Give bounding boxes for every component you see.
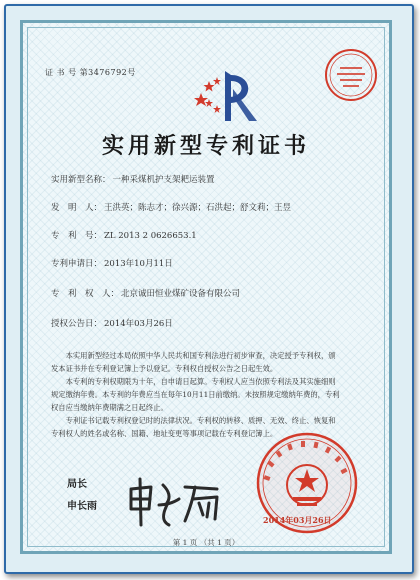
image-frame xyxy=(4,4,414,574)
field-utility-model-name xyxy=(51,173,215,185)
body-paragraph: 本实用新型经过本局依照中华人民共和国专利法进行初步审查，决定授予专利权，颁发本证书并在专利登记簿上予以登记。专利权自授权公告之日起生效。 xyxy=(51,351,336,373)
field-value: 一种采煤机护支架耙运装置 xyxy=(112,175,215,185)
field-label: 授权公告日： xyxy=(51,319,103,329)
field-value: 2013年10月11日 xyxy=(104,259,173,269)
certificate-title: 实用新型专利证书 xyxy=(101,133,310,159)
field-application-date xyxy=(51,257,173,269)
field-grant-date xyxy=(51,317,173,329)
body-paragraph: 专利证书记载专利权登记时的法律状况。专利权的转移、质押、无效、终止、恢复和专利权人的姓名或名称、国籍、地址变更等事项记载在专利登记簿上。 xyxy=(51,416,336,438)
red-round-seal-icon xyxy=(323,47,379,103)
signature-icon xyxy=(123,475,223,531)
field-value: ZL 2013 2 0626653.1 xyxy=(104,231,197,241)
page-number: 第 1 页 （共 1 页） xyxy=(172,538,240,547)
field-patent-number xyxy=(51,229,197,241)
field-value: 北京诚田恒业煤矿设备有限公司 xyxy=(121,289,241,299)
field-label: 发 明 人： xyxy=(51,203,103,213)
field-inventors xyxy=(51,201,291,213)
certificate-paper xyxy=(20,20,392,554)
field-label: 实用新型名称： xyxy=(51,175,111,185)
field-value: 王洪英；陈志才；徐兴源；石洪起；舒文莉；王昱 xyxy=(104,203,292,213)
field-value: 2014年03月26日 xyxy=(104,319,173,329)
field-label: 专 利 号： xyxy=(51,231,103,241)
sipo-emblem-icon xyxy=(191,65,261,125)
chief-label: 局长 xyxy=(67,479,87,490)
certificate-number: 证 书 号 第3476792号 xyxy=(45,68,136,77)
field-label: 专 利 权 人： xyxy=(51,289,120,299)
chief-name: 申长雨 xyxy=(67,501,97,512)
field-label: 专利申请日： xyxy=(51,259,103,269)
certificate-body-text xyxy=(51,349,341,440)
seal-date: 2014年03月26日 xyxy=(263,515,332,525)
field-patentee xyxy=(51,287,240,299)
body-paragraph: 本专利的专利权期限为十年，自申请日起算。专利权人应当依照专利法及其实施细则规定缴纳年费。本专利的年费应当在每年10月11日前缴纳。未按照规定缴纳年费的，专利权自应当缴纳年费期满之日起终止。 xyxy=(51,377,340,412)
